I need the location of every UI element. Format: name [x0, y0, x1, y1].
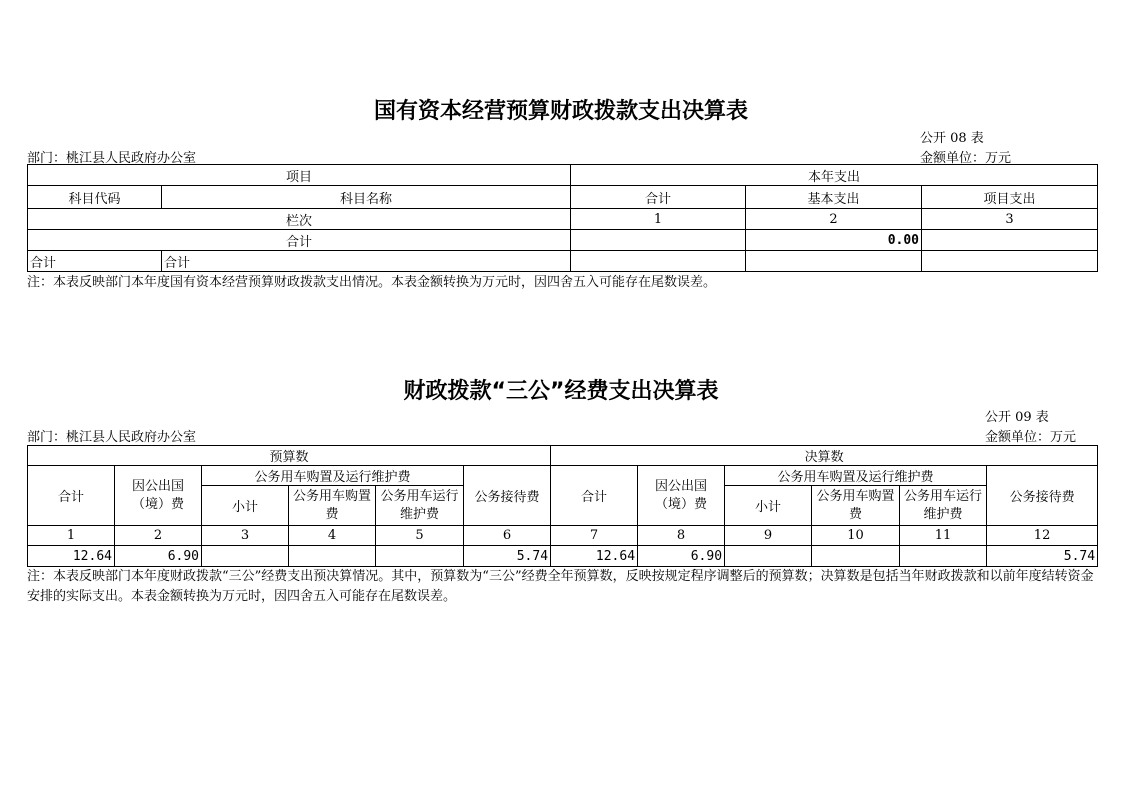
data-row-basic	[746, 251, 922, 272]
col-number: 1	[28, 526, 115, 546]
actual-abroad-header: 因公出国（境）费	[638, 466, 725, 526]
sum-row-basic: 0.00	[746, 230, 922, 251]
actual-purchase-header: 公务用车购置费	[812, 486, 900, 526]
header-item: 项目	[28, 165, 571, 186]
value-cell: 5.74	[464, 546, 551, 567]
header-budget: 预算数	[28, 446, 551, 466]
table1-note: 注：本表反映部门本年度国有资本经营预算财政拨款支出情况。本表金额转换为万元时，因四舍五入可能存在尾数误差。	[27, 275, 717, 290]
col-index-label: 栏次	[28, 209, 571, 230]
data-row-project	[922, 251, 1098, 272]
col-number: 10	[812, 526, 900, 546]
value-cell	[725, 546, 812, 567]
value-cell	[900, 546, 987, 567]
col-number: 2	[115, 526, 202, 546]
table1	[27, 164, 1098, 272]
budget-total-header: 合计	[28, 466, 115, 526]
value-cell: 5.74	[987, 546, 1098, 567]
budget-vehicle-header: 公务用车购置及运行维护费	[202, 466, 464, 486]
sum-row-project	[922, 230, 1098, 251]
actual-vehicle-header: 公务用车购置及运行维护费	[725, 466, 987, 486]
budget-purchase-header: 公务用车购置费	[289, 486, 376, 526]
col-number: 4	[289, 526, 376, 546]
table2	[27, 445, 1098, 567]
budget-reception-header: 公务接待费	[464, 466, 551, 526]
actual-operation-header: 公务用车运行维护费	[900, 486, 987, 526]
col-number: 3	[202, 526, 289, 546]
sum-row-total	[571, 230, 746, 251]
header-code: 科目代码	[28, 186, 162, 209]
header-project: 项目支出	[922, 186, 1098, 209]
col-number: 6	[464, 526, 551, 546]
data-row-name: 合计	[162, 251, 571, 272]
table2-title: 财政拨款“三公”经费支出决算表	[403, 379, 719, 404]
header-actual: 决算数	[551, 446, 1098, 466]
value-cell: 6.90	[115, 546, 202, 567]
value-cell: 12.64	[551, 546, 638, 567]
budget-abroad-header: 因公出国（境）费	[115, 466, 202, 526]
data-row-total	[571, 251, 746, 272]
value-cell	[376, 546, 464, 567]
col-number: 8	[638, 526, 725, 546]
table1-unit: 金额单位：万元	[920, 151, 1012, 166]
actual-total-header: 合计	[551, 466, 638, 526]
col-number: 7	[551, 526, 638, 546]
budget-operation-header: 公务用车运行维护费	[376, 486, 464, 526]
table2-department: 部门：桃江县人民政府办公室	[27, 430, 197, 445]
header-year-expense: 本年支出	[571, 165, 1098, 186]
table2-code: 公开 09 表	[985, 410, 1049, 425]
col-index-3: 3	[922, 209, 1098, 230]
col-number: 12	[987, 526, 1098, 546]
header-name: 科目名称	[162, 186, 571, 209]
col-index-2: 2	[746, 209, 922, 230]
header-total: 合计	[571, 186, 746, 209]
table2-unit: 金额单位：万元	[985, 430, 1077, 445]
col-number: 9	[725, 526, 812, 546]
actual-reception-header: 公务接待费	[987, 466, 1098, 526]
col-index-1: 1	[571, 209, 746, 230]
sum-row-label: 合计	[28, 230, 571, 251]
header-basic: 基本支出	[746, 186, 922, 209]
table1-code: 公开 08 表	[920, 131, 984, 146]
value-cell: 6.90	[638, 546, 725, 567]
table1-department: 部门：桃江县人民政府办公室	[27, 151, 197, 166]
value-cell	[812, 546, 900, 567]
table1-title: 国有资本经营预算财政拨款支出决算表	[373, 99, 748, 124]
budget-subtotal-header: 小计	[202, 486, 289, 526]
value-cell	[202, 546, 289, 567]
value-cell: 12.64	[28, 546, 115, 567]
col-number: 5	[376, 526, 464, 546]
value-cell	[289, 546, 376, 567]
table2-note: 注：本表反映部门本年度财政拨款“三公”经费支出预决算情况。其中，预算数为“三公”经费全年预算数，反映按规定程序调整后的预算数；决算数是包括当年财政拨款和以前年度结转资金安排的实际支出。本表金额转换为万元时，因四舍五入可能存在尾数误差。	[27, 569, 1094, 604]
actual-subtotal-header: 小计	[725, 486, 812, 526]
data-row-code: 合计	[28, 251, 162, 272]
col-number: 11	[900, 526, 987, 546]
